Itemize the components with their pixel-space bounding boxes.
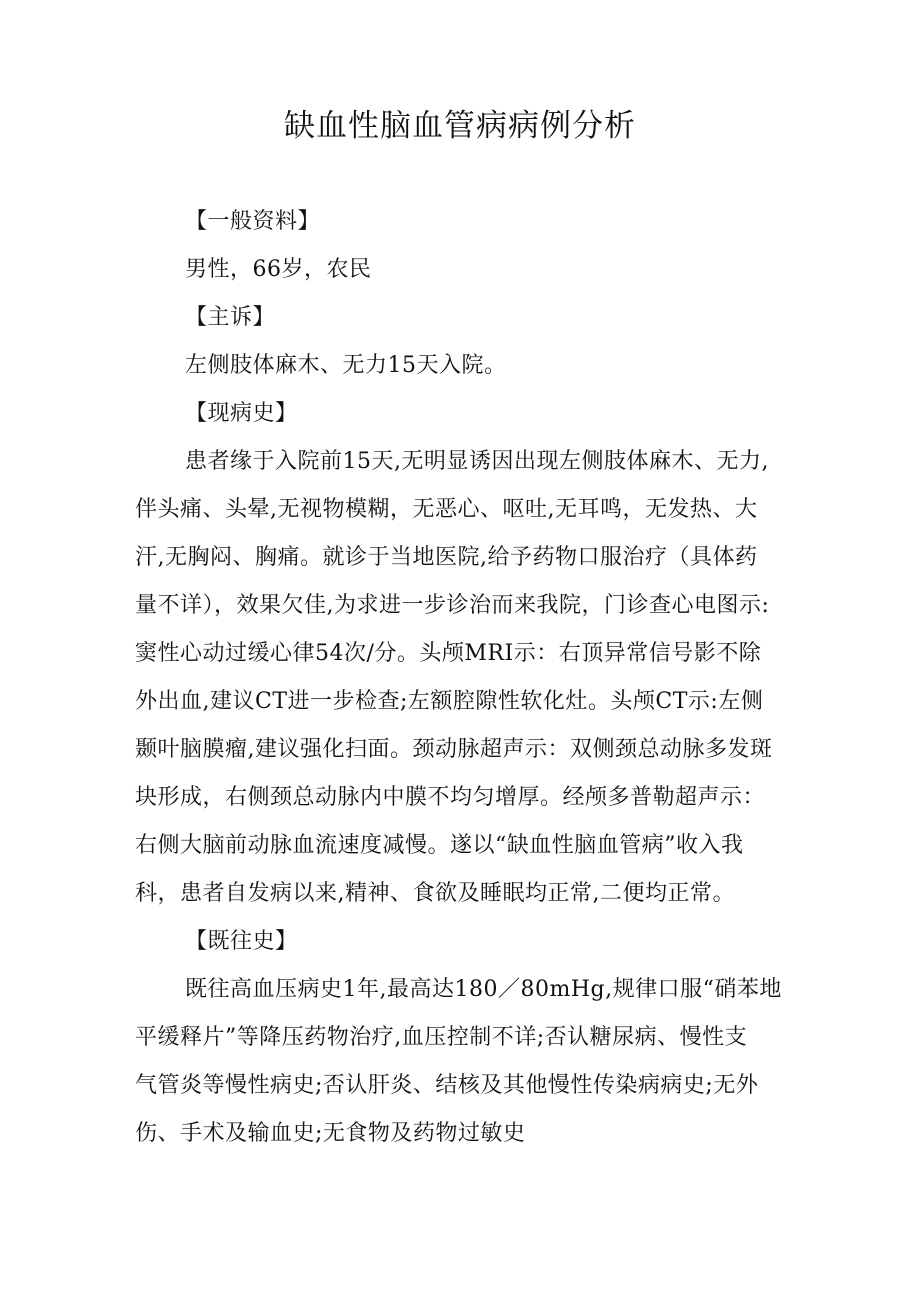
section-heading-chief-complaint: 【主诉】 (185, 305, 276, 330)
chief-complaint-text: 左侧肢体麻木、无力15天入院。 (185, 353, 507, 378)
present-illness-line: 右侧大脑前动脉血流速度减慢。遂以“缺血性脑血管病”收入我 (135, 833, 744, 858)
section-heading-general-info: 【一般资料】 (185, 209, 321, 234)
section-heading-present-illness: 【现病史】 (185, 401, 298, 426)
present-illness-line: 伴头痛、头晕,无视物模糊，无恶心、呕吐,无耳鸣，无发热、大 (135, 497, 758, 522)
document-content (135, 198, 793, 1158)
present-illness-line: 汗,无胸闷、胸痛。就诊于当地医院,给予药物口服治疗（具体药 (135, 545, 758, 570)
document-title: 缺血性脑血管病病例分析 (284, 108, 636, 144)
general-info-text: 男性，66岁，农民 (185, 257, 372, 282)
present-illness-line: 患者缘于入院前15天,无明显诱因出现左侧肢体麻木、无力, (185, 449, 769, 474)
past-history-line: 伤、手术及输血史;无食物及药物过敏史 (135, 1121, 526, 1146)
present-illness-line: 窦性心动过缓心律54次/分。头颅MRI示：右顶异常信号影不除 (135, 641, 762, 666)
present-illness-line: 外出血,建议CT进一步检查;左额腔隙性软化灶。头颅CT示:左侧 (135, 689, 764, 714)
past-history-paragraph (135, 966, 793, 1158)
present-illness-line: 科，患者自发病以来,精神、食欲及睡眠均正常,二便均正常。 (135, 881, 735, 906)
present-illness-paragraph (135, 438, 793, 918)
past-history-line: 既往高血压病史1年,最高达180／80mHg,规律口服“硝苯地 (185, 977, 782, 1002)
present-illness-line: 量不详），效果欠佳,为求进一步诊治而来我院，门诊查心电图示: (135, 593, 770, 618)
section-heading-past-history: 【既往史】 (185, 929, 298, 954)
present-illness-line: 颞叶脑膜瘤,建议强化扫面。颈动脉超声示：双侧颈总动脉多发斑 (135, 737, 773, 762)
past-history-line: 平缓释片”等降压药物治疗,血压控制不详;否认糖尿病、慢性支 (135, 1025, 748, 1050)
past-history-line: 气管炎等慢性病史;否认肝炎、结核及其他慢性传染病病史;无外 (135, 1073, 759, 1098)
present-illness-line: 块形成，右侧颈总动脉内中膜不均匀增厚。经颅多普勒超声示： (135, 785, 766, 810)
